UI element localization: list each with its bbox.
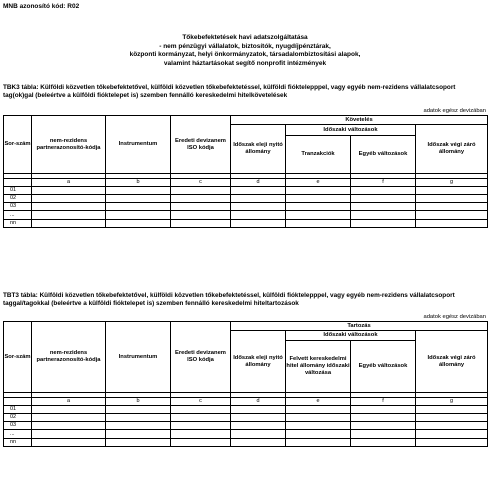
table1-col-other: Egyéb változások	[351, 136, 416, 174]
table2-letter-a: a	[32, 398, 106, 406]
table2-letter-g: g	[416, 398, 488, 406]
table1-letter-a: a	[32, 179, 106, 187]
table2-unit: adatok egész devizában	[423, 314, 486, 320]
table-row	[4, 195, 488, 203]
table2-letter-e: e	[286, 398, 351, 406]
table2-sub-header: Időszaki változások	[286, 331, 416, 341]
table1-col-closing: Időszak végi záró állomány	[416, 125, 488, 174]
table-row	[4, 220, 488, 228]
mnb-code: MNB azonosító kód: R02	[3, 3, 80, 10]
table2-col-other: Egyéb változások	[351, 341, 416, 393]
table1-col-opening: Időszak eleji nyitó állomány	[231, 125, 286, 174]
row-number: 03	[4, 203, 32, 211]
table2-letter-f: f	[351, 398, 416, 406]
row-number: ...	[4, 211, 32, 220]
table2-col-trans: Felvett kereskedelmi hitel állomány időszaki változása	[286, 341, 351, 393]
table-row	[4, 406, 488, 414]
table1-col-instrument: Instrumentum	[106, 116, 171, 174]
table2-letter-b: b	[106, 398, 171, 406]
table1-letter-b: b	[106, 179, 171, 187]
row-number: 02	[4, 414, 32, 422]
table2-col-sorszam: Sor-szám	[4, 322, 32, 393]
table2-letter-d: d	[231, 398, 286, 406]
table1-col-iso: Eredeti devizanem ISO kódja	[171, 116, 231, 174]
table-row	[4, 422, 488, 430]
table1-col-partner: nem-rezidens partnerazonosító-kódja	[32, 116, 106, 174]
table1-letter-g: g	[416, 179, 488, 187]
row-number: ...	[4, 430, 32, 439]
table1-sub-header: Időszaki változások	[286, 125, 416, 136]
row-number: 01	[4, 406, 32, 414]
table1-group-header: Követelés	[231, 116, 488, 125]
table2-title: TBT3 tábla: Külföldi közvetlen tőkebefektetővel, külföldi közvetlen tőkebefektetéssel, külföldi fióktelepppel, vagy egyéb nem-rezidens vállalatcsoport taggal/tagokkal (beleértve a külföldi fióktelepet is) szemben fennálló kereskedelmi hiteltartozások	[3, 292, 455, 308]
table-row	[4, 203, 488, 211]
table2-col-closing: Időszak végi záró állomány	[416, 331, 488, 393]
table1	[3, 115, 488, 228]
table2-letter-c: c	[171, 398, 231, 406]
table2-letter-row	[4, 398, 488, 406]
table2-col-iso: Eredeti devizanem ISO kódja	[171, 322, 231, 393]
table1-letter-f: f	[351, 179, 416, 187]
table2	[3, 321, 488, 447]
table2-col-instrument: Instrumentum	[106, 322, 171, 393]
row-number: nn	[4, 439, 32, 447]
row-number: 02	[4, 195, 32, 203]
title-line-2: - nem pénzügyi vállalatok, biztosítók, nyugdíjpénztárak,	[159, 42, 331, 50]
table-row	[4, 414, 488, 422]
table2-col-opening: Időszak eleji nyitó állomány	[231, 331, 286, 393]
table1-letter-row	[4, 179, 488, 187]
page-title	[0, 34, 490, 68]
table1-letter-c: c	[171, 179, 231, 187]
table-row	[4, 211, 488, 220]
table1-title: TBK3 tábla: Külföldi közvetlen tőkebefektetővel, külföldi közvetlen tőkebefektetéssel, külföldi fióktelepppel, vagy egyéb nem-rezidens vállalatcsoport tag(ok)gal (beleértve a külföldi fióktelepet is) szemben fennálló kereskedelmi hitelkövetelések	[3, 84, 456, 100]
table2-group-header: Tartozás	[231, 322, 488, 331]
row-number: nn	[4, 220, 32, 228]
table2-col-partner: nem-rezidens partnerazonosító-kódja	[32, 322, 106, 393]
title-line-4: valamint háztartásokat segítő nonprofit intézmények	[163, 59, 327, 67]
table1-letter-d: d	[231, 179, 286, 187]
table1-col-sorszam: Sor-szám	[4, 116, 32, 174]
title-line-1: Tőkebefektetések havi adatszolgáltatása	[182, 34, 308, 41]
table-row	[4, 187, 488, 195]
title-line-3: központi kormányzat, helyi önkormányzatok, társadalombiztosítási alapok,	[129, 51, 361, 59]
table1-unit: adatok egész devizában	[423, 108, 486, 114]
row-number: 01	[4, 187, 32, 195]
table-row	[4, 430, 488, 439]
table-row	[4, 439, 488, 447]
table1-letter-e: e	[286, 179, 351, 187]
table1-col-trans: Tranzakciók	[286, 136, 351, 174]
row-number: 03	[4, 422, 32, 430]
